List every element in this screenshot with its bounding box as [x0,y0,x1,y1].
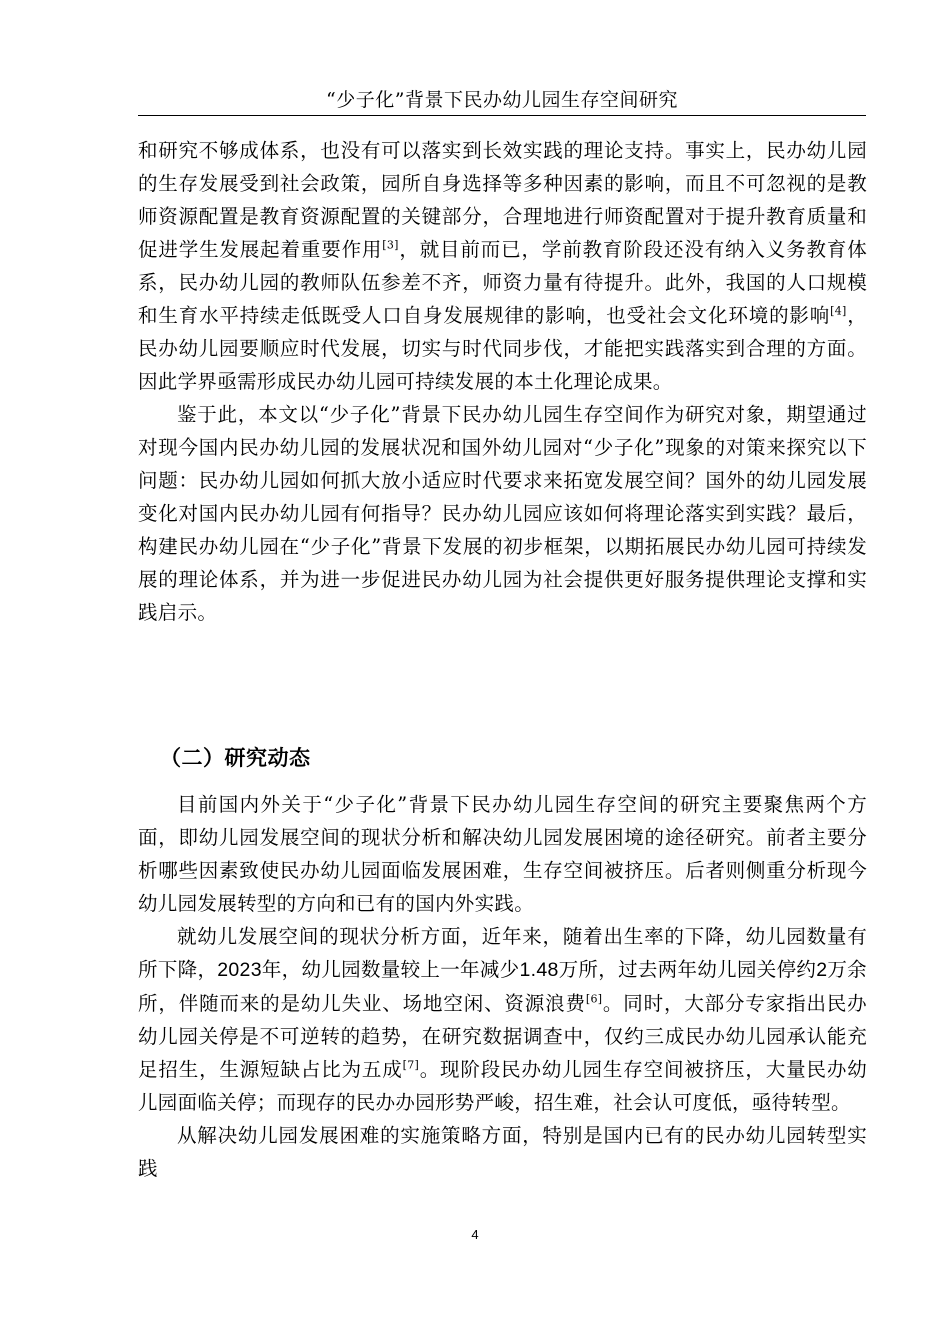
citation-ref: [6] [585,992,603,1006]
paragraph: 从解决幼儿园发展困难的实施策略方面，特别是国内已有的民办幼儿园转型实践 [138,1124,867,1180]
body-section-1 [138,134,867,629]
paragraph-text: 年，幼儿园数量较上一年减少 [261,958,520,981]
number-text: 1.48 [519,959,559,981]
paragraph: 鉴于此，本文以“少子化”背景下民办幼儿园生存空间作为研究对象，期望通过对现今国内民办幼儿园的发展状况和国外幼儿园对“少子化”现象的对策来探究以下问题：民办幼儿园如何抓大放小适应时代要求来拓宽发展空间？国外的幼儿园发展变化对国内民办幼儿园有何指导？民办幼儿园应该如何将理论落实到实践？最后，构建民办幼儿园在“少子化”背景下发展的初步框架，以期拓展民办幼儿园可持续发展的理论体系，并为进一步促进民办幼儿园为社会提供更好服务提供理论支撑和实践启示。 [138,403,867,624]
paragraph-text: 就幼儿发展空间的现状分析方面，近年来，随着出生率的下降，幼儿园数量有所下降， [138,925,867,981]
paragraph-text: ，就目前而已，学前教育阶段还没有纳入义务教育体系，民办幼儿园的教师队伍参差不齐，师资力量有待提升。此外，我国的人口规模和生育水平持续走低既受人口自身发展规律的影响，也受社会文化环境的影响 [138,238,867,327]
paragraph: 目前国内外关于“少子化”背景下民办幼儿园生存空间的研究主要聚焦两个方面，即幼儿园发展空间的现状分析和解决幼儿园发展困境的途径研究。前者主要分析哪些因素致使民办幼儿园面临发展困难，生存空间被挤压。后者则侧重分析现今幼儿园发展转型的方向和已有的国内外实践。 [138,793,867,915]
paragraph [138,920,867,1119]
header-rule [138,115,866,116]
paragraph-text: 。同时，大部分专家指出民办幼儿园关停是不可逆转的趋势，在研究数据调查中，仅约三成民办幼儿园承认能充足招生，生源短缺占比为五成 [138,992,867,1081]
paragraph [138,134,867,398]
paragraph-text: 。现阶段民办幼儿园生存空间被挤压，大量民办幼儿园面临关停；而现存的民办办园形势严峻，招生难，社会认可度低，亟待转型。 [138,1058,867,1114]
number-text: 2023 [217,959,262,981]
citation-ref: [7] [402,1058,420,1072]
citation-ref: [3] [382,238,399,252]
body-section-2 [138,788,867,1185]
paragraph-text: ，民办幼儿园要顺应时代发展，切实与时代同步伐，才能把实践落实到合理的方面。因此学界亟需形成民办幼儿园可持续发展的本土化理论成果。 [138,304,867,393]
paragraph-text: 万余所，伴随而来的是幼儿失业、场地空闲、资源浪费 [138,958,867,1015]
paragraph-text: 万所，过去两年幼儿园关停约 [558,958,817,981]
running-header: “少子化”背景下民办幼儿园生存空间研究 [326,89,678,111]
page-number: 4 [471,1227,479,1242]
citation-ref: [4] [830,304,847,318]
section-heading: （二）研究动态 [160,746,311,770]
paragraph-text: 和研究不够成体系，也没有可以落实到长效实践的理论支持。事实上，民办幼儿园的生存发展受到社会政策，园所自身选择等多种因素的影响，而且不可忽视的是教师资源配置是教育资源配置的关键部分，合理地进行师资配置对于提升教育质量和促进学生发展起着重要作用 [138,139,867,261]
number-text: 2 [816,959,828,981]
